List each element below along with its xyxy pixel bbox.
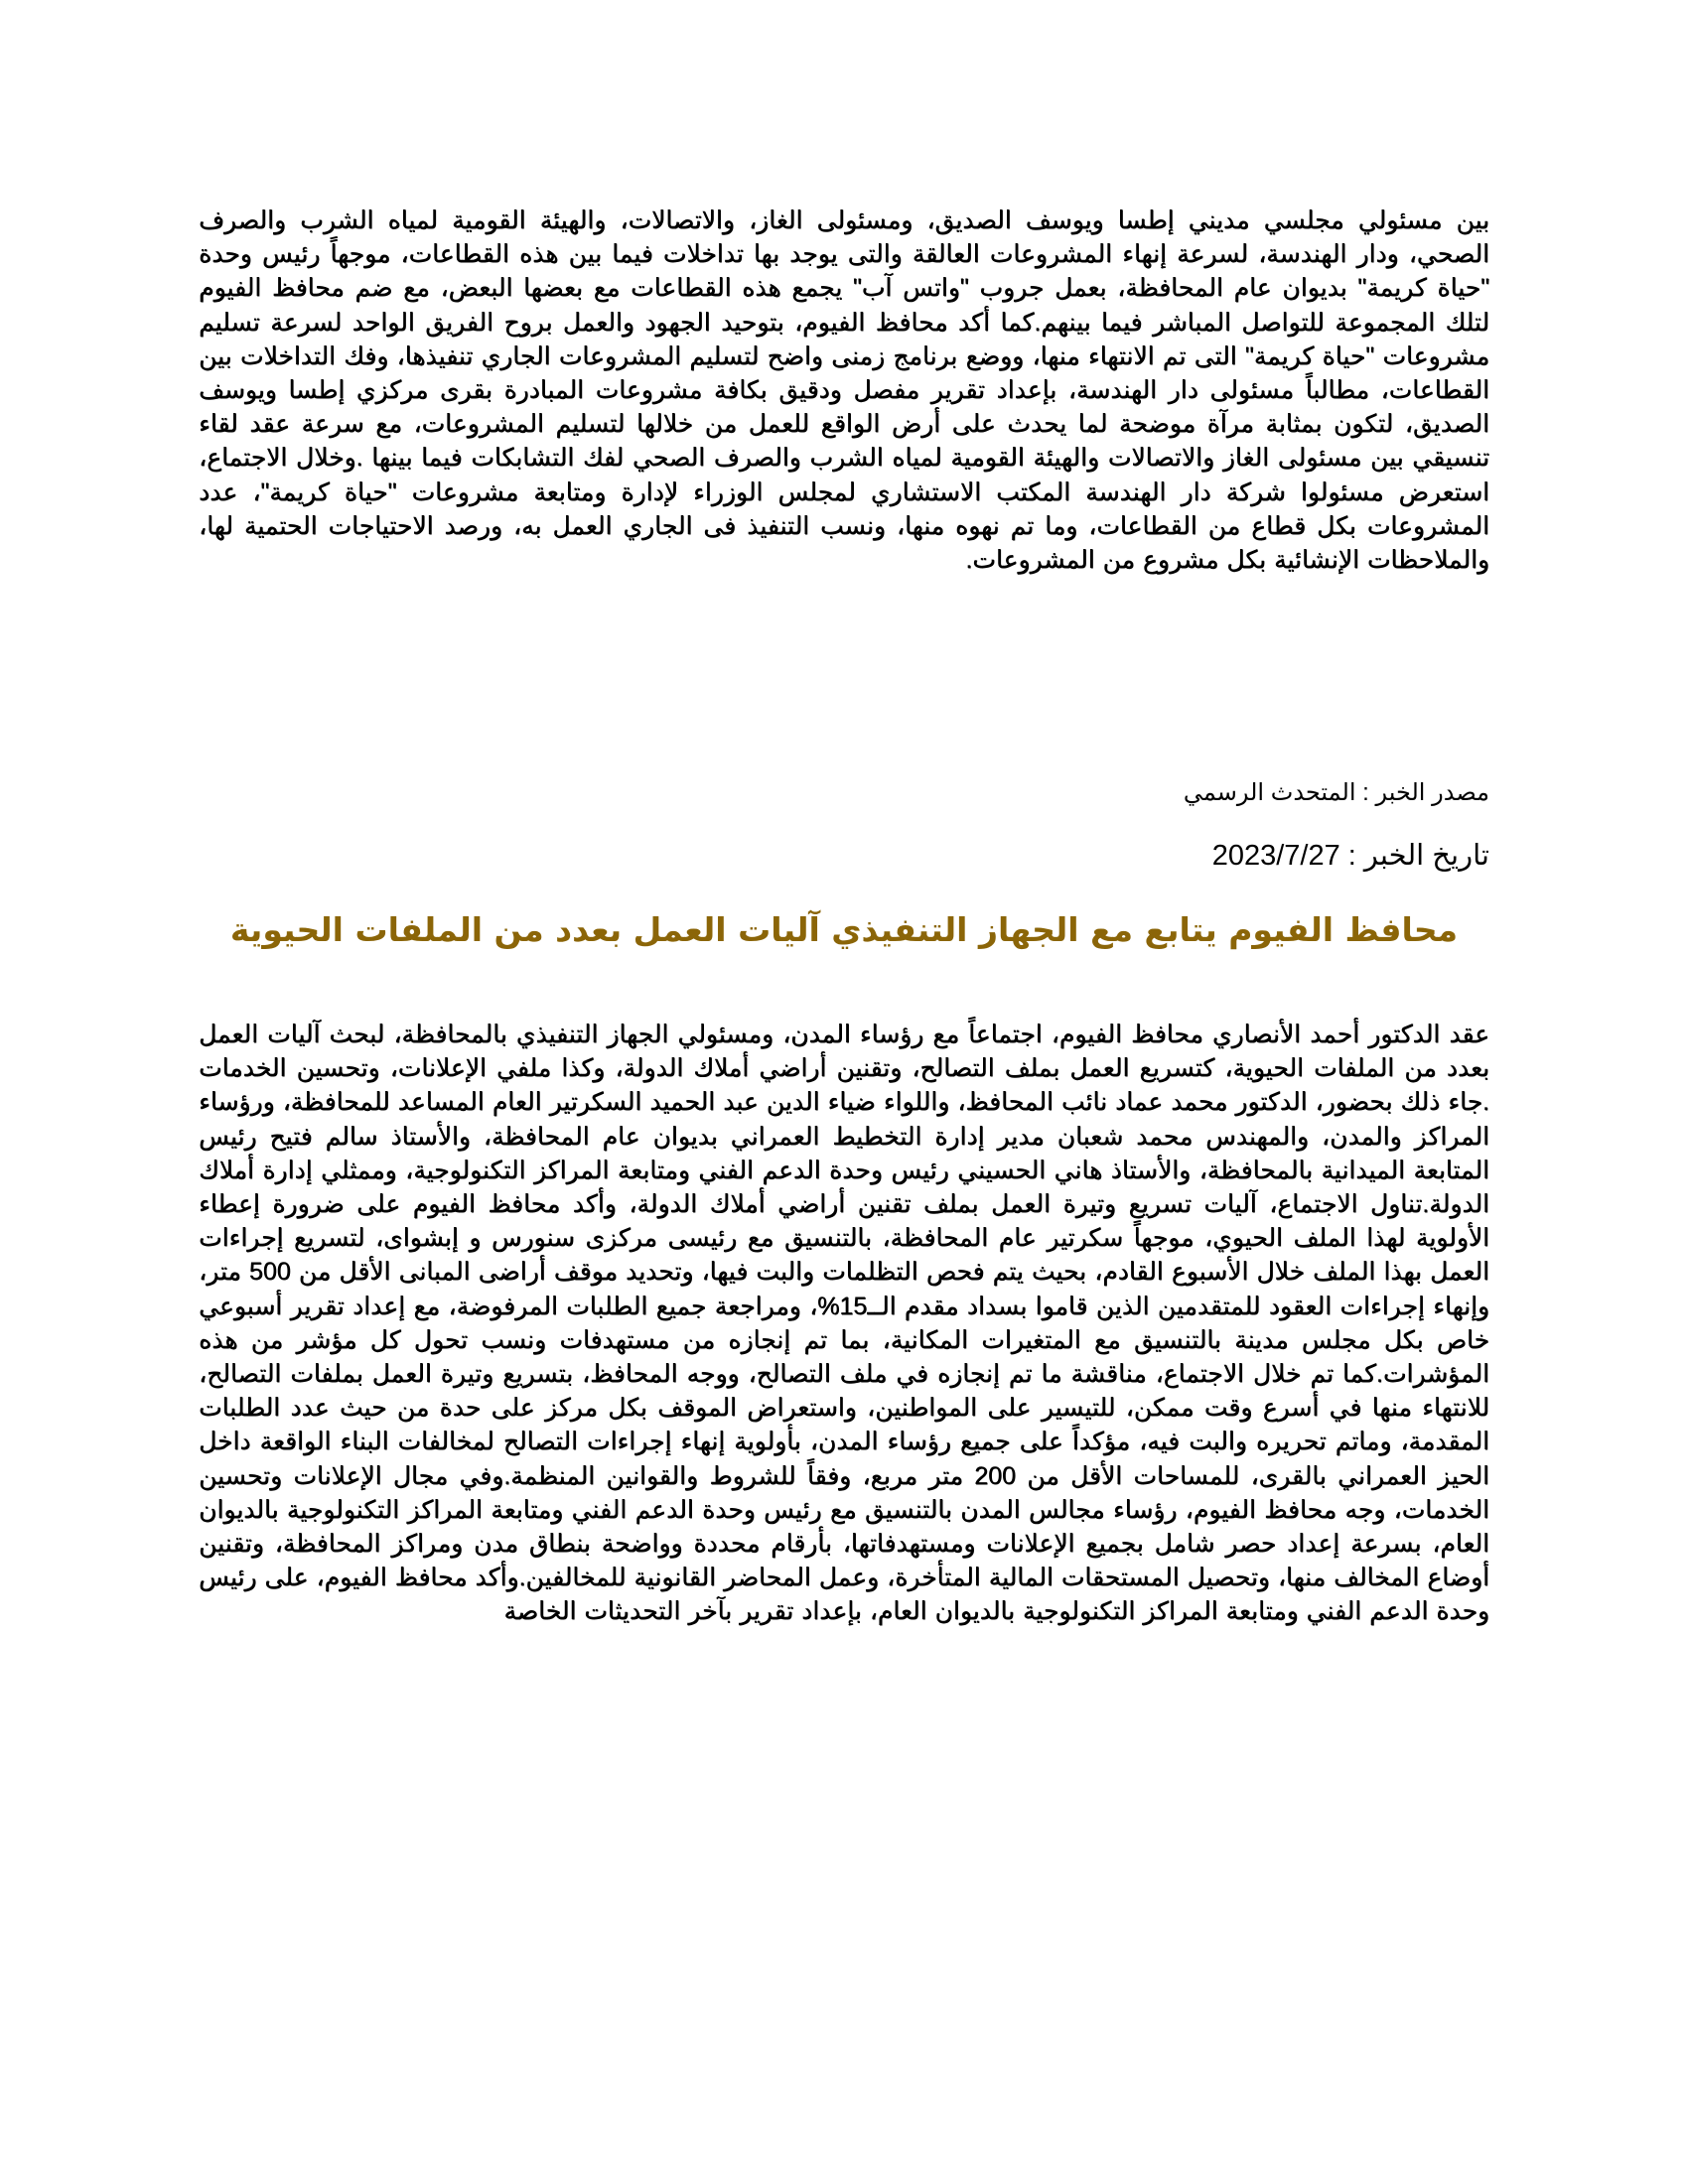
article-1-source-line: مصدر الخبر : المتحدث الرسمي [1183,779,1489,806]
article-1-date-line: تاريخ الخبر : 2023/7/27 [1211,840,1489,872]
article-2-body-text: عقد الدكتور أحمد الأنصاري محافظ الفيوم، اجتماعاً مع رؤساء المدن، ومسئولي الجهاز التنفيذي بالمحافظة، لبحث آليات العمل بعدد من الملفات الحيوية، كتسريع العمل بملف التصالح، وتقنين أراضي أملاك الدولة، وكذا ملفي الإعلانات، وتحسين الخدمات .جاء ذلك بحضور، الدكتور محمد عماد نائب المحافظ، واللواء ضياء الدين عبد الحميد السكرتير العام المساعد للمحافظة، ورؤساء المراكز والمدن، والمهندس محمد شعبان مدير إدارة التخطيط العمراني بديوان عام المحافظة، والأستاذ سالم فتيح رئيس المتابعة الميدانية بالمحافظة، والأستاذ هاني الحسيني رئيس وحدة الدعم الفني ومتابعة المراكز التكنولوجية، وممثلي إدارة أملاك الدولة.تناول الاجتماع، آليات تسريع وتيرة العمل بملف تقنين أراضي أملاك الدولة، وأكد محافظ الفيوم على ضرورة إعطاء الأولوية لهذا الملف الحيوي، موجهاً سكرتير عام المحافظة، بالتنسيق مع رئيسى مركزى سنورس و إبشواى، لتسريع إجراءات العمل بهذا الملف خلال الأسبوع القادم، بحيث يتم فحص التظلمات والبت فيها، وتحديد موقف أراضى المبانى الأقل من 500 متر، وإنهاء إجراءات العقود للمتقدمين الذين قاموا بسداد مقدم الــ15%، ومراجعة جميع الطلبات المرفوضة، مع إعداد تقرير أسبوعي خاص بكل مجلس مدينة بالتنسيق مع المتغيرات المكانية، بما تم إنجازه من مستهدفات ونسب تحول كل مؤشر من هذه المؤشرات.كما تم خلال الاجتماع، مناقشة ما تم إنجازه في ملف التصالح، ووجه المحافظ، بتسريع وتيرة العمل بملفات التصالح، للانتهاء منها في أسرع وقت ممكن، للتيسير على المواطنين، واستعراض الموقف بكل مركز على حدة من حيث عدد الطلبات المقدمة، وماتم تحريره والبت فيه، مؤكداً على جميع رؤساء المدن، بأولوية إنهاء إجراءات التصالح لمخالفات البناء الواقعة داخل الحيز العمراني بالقرى، للمساحات الأقل من 200 متر مربع، وفقاً للشروط والقوانين المنظمة.وفي مجال الإعلانات وتحسين الخدمات، وجه محافظ الفيوم، رؤساء مجالس المدن بالتنسيق مع رئيس وحدة الدعم الفني ومتابعة المراكز التكنولوجية بالديوان العام، بسرعة إعداد حصر شامل بجميع الإعلانات ومستهدفاتها، بأرقام محددة وواضحة بنطاق مدن ومراكز المحافظة، وتقنين أوضاع المخالف منها، وتحصيل المستحقات المالية المتأخرة، وعمل المحاضر القانونية للمخالفين.وأكد محافظ الفيوم، على رئيس وحدة الدعم الفني ومتابعة المراكز التكنولوجية بالديوان العام، بإعداد تقرير بآخر التحديثات الخاصة [199,1021,1489,1626]
article-2-title: محافظ الفيوم يتابع مع الجهاز التنفيذي آليات العمل بعدد من الملفات الحيوية [229,910,1459,949]
article-1-body-text: بين مسئولي مجلسي مديني إطسا ويوسف الصديق، ومسئولى الغاز، والاتصالات، والهيئة القومية لمياه الشرب والصرف الصحي، ودار الهندسة، لسرعة إنهاء المشروعات العالقة والتى يوجد بها تداخلات فيما بين هذه القطاعات، موجهاً رئيس وحدة "حياة كريمة" بديوان عام المحافظة، بعمل جروب "واتس آب" يجمع هذه القطاعات مع بعضها البعض، مع ضم محافظ الفيوم لتلك المجموعة للتواصل المباشر فيما بينهم.كما أكد محافظ الفيوم، بتوحيد الجهود والعمل بروح الفريق الواحد لسرعة تسليم مشروعات "حياة كريمة" التى تم الانتهاء منها، ووضع برنامج زمنى واضح لتسليم المشروعات الجاري تنفيذها، وفك التداخلات بين القطاعات، مطالباً مسئولى دار الهندسة، بإعداد تقرير مفصل ودقيق بكافة مشروعات المبادرة بقرى مركزي إطسا ويوسف الصديق، لتكون بمثابة مرآة موضحة لما يحدث على أرض الواقع للعمل من خلالها لتسليم المشروعات، مع سرعة عقد لقاء تنسيقي بين مسئولى الغاز والاتصالات والهيئة القومية لمياه الشرب والصرف الصحي لفك التشابكات فيما بينها .وخلال الاجتماع، استعرض مسئولوا شركة دار الهندسة المكتب الاستشاري لمجلس الوزراء لإدارة ومتابعة مشروعات "حياة كريمة"، عدد المشروعات بكل قطاع من القطاعات، وما تم نهوه منها، ونسب التنفيذ فى الجاري العمل به، ورصد الاحتياجات الحتمية لها، والملاحظات الإنشائية بكل مشروع من المشروعات. [199,206,1490,575]
